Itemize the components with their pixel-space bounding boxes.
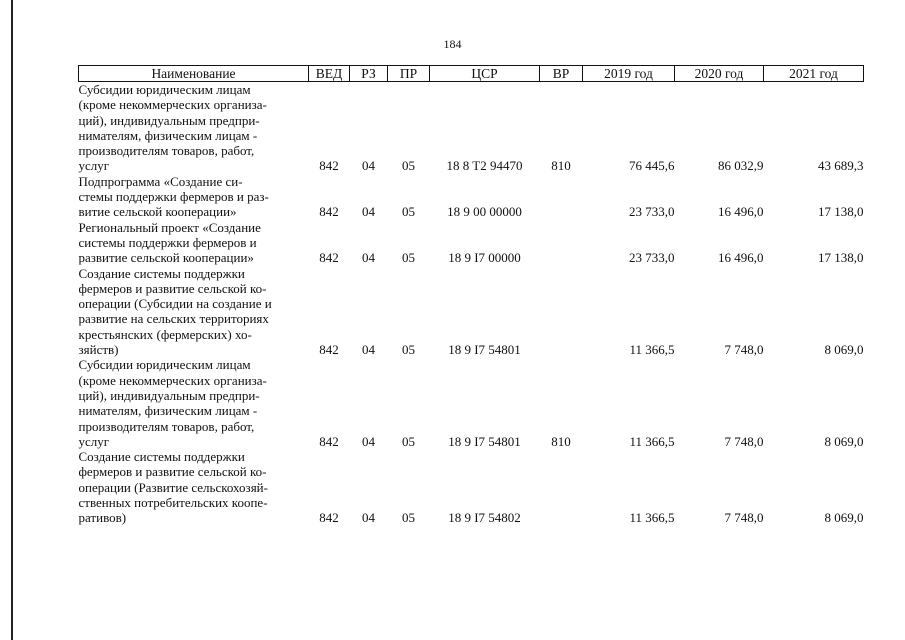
cell-2020: 16 496,0 [718, 250, 764, 266]
cell-rz: 04 [362, 204, 375, 220]
cell-vr [540, 449, 583, 525]
cell-csr: 18 9 00 00000 [447, 204, 522, 220]
column-header-name: Наименование [79, 66, 309, 82]
cell-name-line: нимателям, физическим лицам - [78, 127, 258, 143]
cell-name [79, 82, 309, 174]
cell-2020: 7 748,0 [724, 342, 764, 358]
column-header-2019: 2019 год [583, 66, 675, 82]
cell-name-line: фермеров и развитие сельской ко- [78, 280, 267, 296]
column-header-pr: ПР [388, 66, 430, 82]
cell-vr: 810 [551, 158, 571, 174]
cell-csr: 18 9 I7 54801 [448, 433, 521, 449]
column-header-2021: 2021 год [764, 66, 864, 82]
budget-table [78, 65, 864, 526]
cell-2021: 8 069,0 [824, 510, 864, 526]
cell-rz: 04 [362, 158, 375, 174]
cell-name-line: услуг [78, 158, 110, 174]
cell-pr: 05 [402, 204, 415, 220]
cell-rz: 04 [362, 433, 375, 449]
cell-csr: 18 9 I7 00000 [448, 250, 521, 266]
cell-name-line: нимателям, физическим лицам - [78, 403, 258, 419]
cell-2021: 8 069,0 [824, 433, 864, 449]
cell-name-line: Создание системы поддержки [78, 449, 245, 465]
cell-ved: 842 [319, 433, 339, 449]
cell-name-line: Субсидии юридическим лицам [78, 357, 251, 373]
cell-name-line: (кроме некоммерческих организа- [78, 97, 267, 113]
cell-name-line: производителям товаров, работ, [78, 143, 255, 159]
column-header-rz: РЗ [350, 66, 388, 82]
cell-2019: 11 366,5 [629, 510, 675, 526]
cell-name-line: Региональный проект «Создание [78, 219, 261, 235]
cell-2021: 8 069,0 [824, 342, 864, 358]
cell-ved: 842 [319, 158, 339, 174]
table-header [79, 66, 864, 82]
cell-name-line: ственных потребительских коопе- [78, 495, 268, 511]
cell-vr: 810 [551, 433, 571, 449]
cell-2019: 23 733,0 [629, 204, 675, 220]
cell-name-line: ций), индивидуальным предпри- [78, 387, 260, 403]
page-left-rule [11, 0, 13, 640]
cell-vr [540, 220, 583, 266]
cell-name-line: Субсидии юридическим лицам [78, 82, 251, 97]
cell-name-line: операции (Развитие сельскохозяй- [78, 479, 268, 495]
cell-2020: 7 748,0 [724, 433, 764, 449]
cell-pr: 05 [402, 433, 415, 449]
cell-pr: 05 [402, 510, 415, 526]
cell-2020: 7 748,0 [724, 510, 764, 526]
cell-2020: 86 032,9 [718, 158, 764, 174]
column-header-ved: ВЕД [309, 66, 350, 82]
cell-name-line: фермеров и развитие сельской ко- [78, 464, 267, 480]
cell-name [79, 357, 309, 449]
cell-name-line: развитие сельской кооперации» [78, 250, 254, 266]
cell-2019: 76 445,6 [629, 158, 675, 174]
cell-ved: 842 [319, 510, 339, 526]
cell-name [79, 220, 309, 266]
table-row [79, 266, 864, 358]
cell-2019: 11 366,5 [629, 342, 675, 358]
cell-ved: 842 [319, 342, 339, 358]
cell-2021: 43 689,3 [818, 158, 864, 174]
cell-ved: 842 [319, 204, 339, 220]
cell-rz: 04 [362, 342, 375, 358]
cell-csr: 18 9 I7 54801 [448, 342, 521, 358]
cell-name-line: системы поддержки фермеров и [78, 234, 257, 250]
cell-name-line: ций), индивидуальным предпри- [78, 112, 260, 128]
cell-name-line: производителям товаров, работ, [78, 418, 255, 434]
cell-name-line: крестьянских (фермерских) хо- [78, 326, 252, 342]
table-row [79, 174, 864, 220]
cell-name [79, 174, 309, 220]
table-body [79, 82, 864, 526]
cell-rz: 04 [362, 510, 375, 526]
page-number: 184 [443, 37, 462, 51]
cell-name-line: операции (Субсидии на создание и [78, 296, 272, 312]
cell-pr: 05 [402, 158, 415, 174]
cell-pr: 05 [402, 250, 415, 266]
cell-name-line: Подпрограмма «Создание си- [78, 173, 243, 189]
cell-name-line: Создание системы поддержки [78, 265, 245, 281]
cell-name-line: зяйств) [78, 342, 119, 358]
cell-2021: 17 138,0 [818, 204, 864, 220]
cell-csr: 18 9 I7 54802 [448, 510, 521, 526]
cell-vr [540, 266, 583, 358]
cell-2020: 16 496,0 [718, 204, 764, 220]
cell-vr [540, 174, 583, 220]
table-row [79, 220, 864, 266]
cell-name [79, 266, 309, 358]
table-row [79, 357, 864, 449]
cell-ved: 842 [319, 250, 339, 266]
column-header-2020: 2020 год [675, 66, 764, 82]
cell-2021: 17 138,0 [818, 250, 864, 266]
cell-name [79, 449, 309, 525]
cell-name-line: стемы поддержки фермеров и раз- [78, 189, 269, 205]
table-row [79, 82, 864, 174]
cell-name-line: витие сельской кооперации» [78, 204, 237, 220]
column-header-csr: ЦСР [430, 66, 540, 82]
cell-rz: 04 [362, 250, 375, 266]
column-header-vr: ВР [540, 66, 583, 82]
cell-name-line: развитие на сельских территориях [78, 311, 269, 327]
cell-pr: 05 [402, 342, 415, 358]
cell-2019: 11 366,5 [629, 433, 675, 449]
cell-2019: 23 733,0 [629, 250, 675, 266]
cell-csr: 18 8 T2 94470 [446, 158, 523, 174]
table-row [79, 449, 864, 525]
cell-name-line: ративов) [78, 510, 127, 526]
cell-name-line: услуг [78, 433, 110, 449]
cell-name-line: (кроме некоммерческих организа- [78, 372, 267, 388]
